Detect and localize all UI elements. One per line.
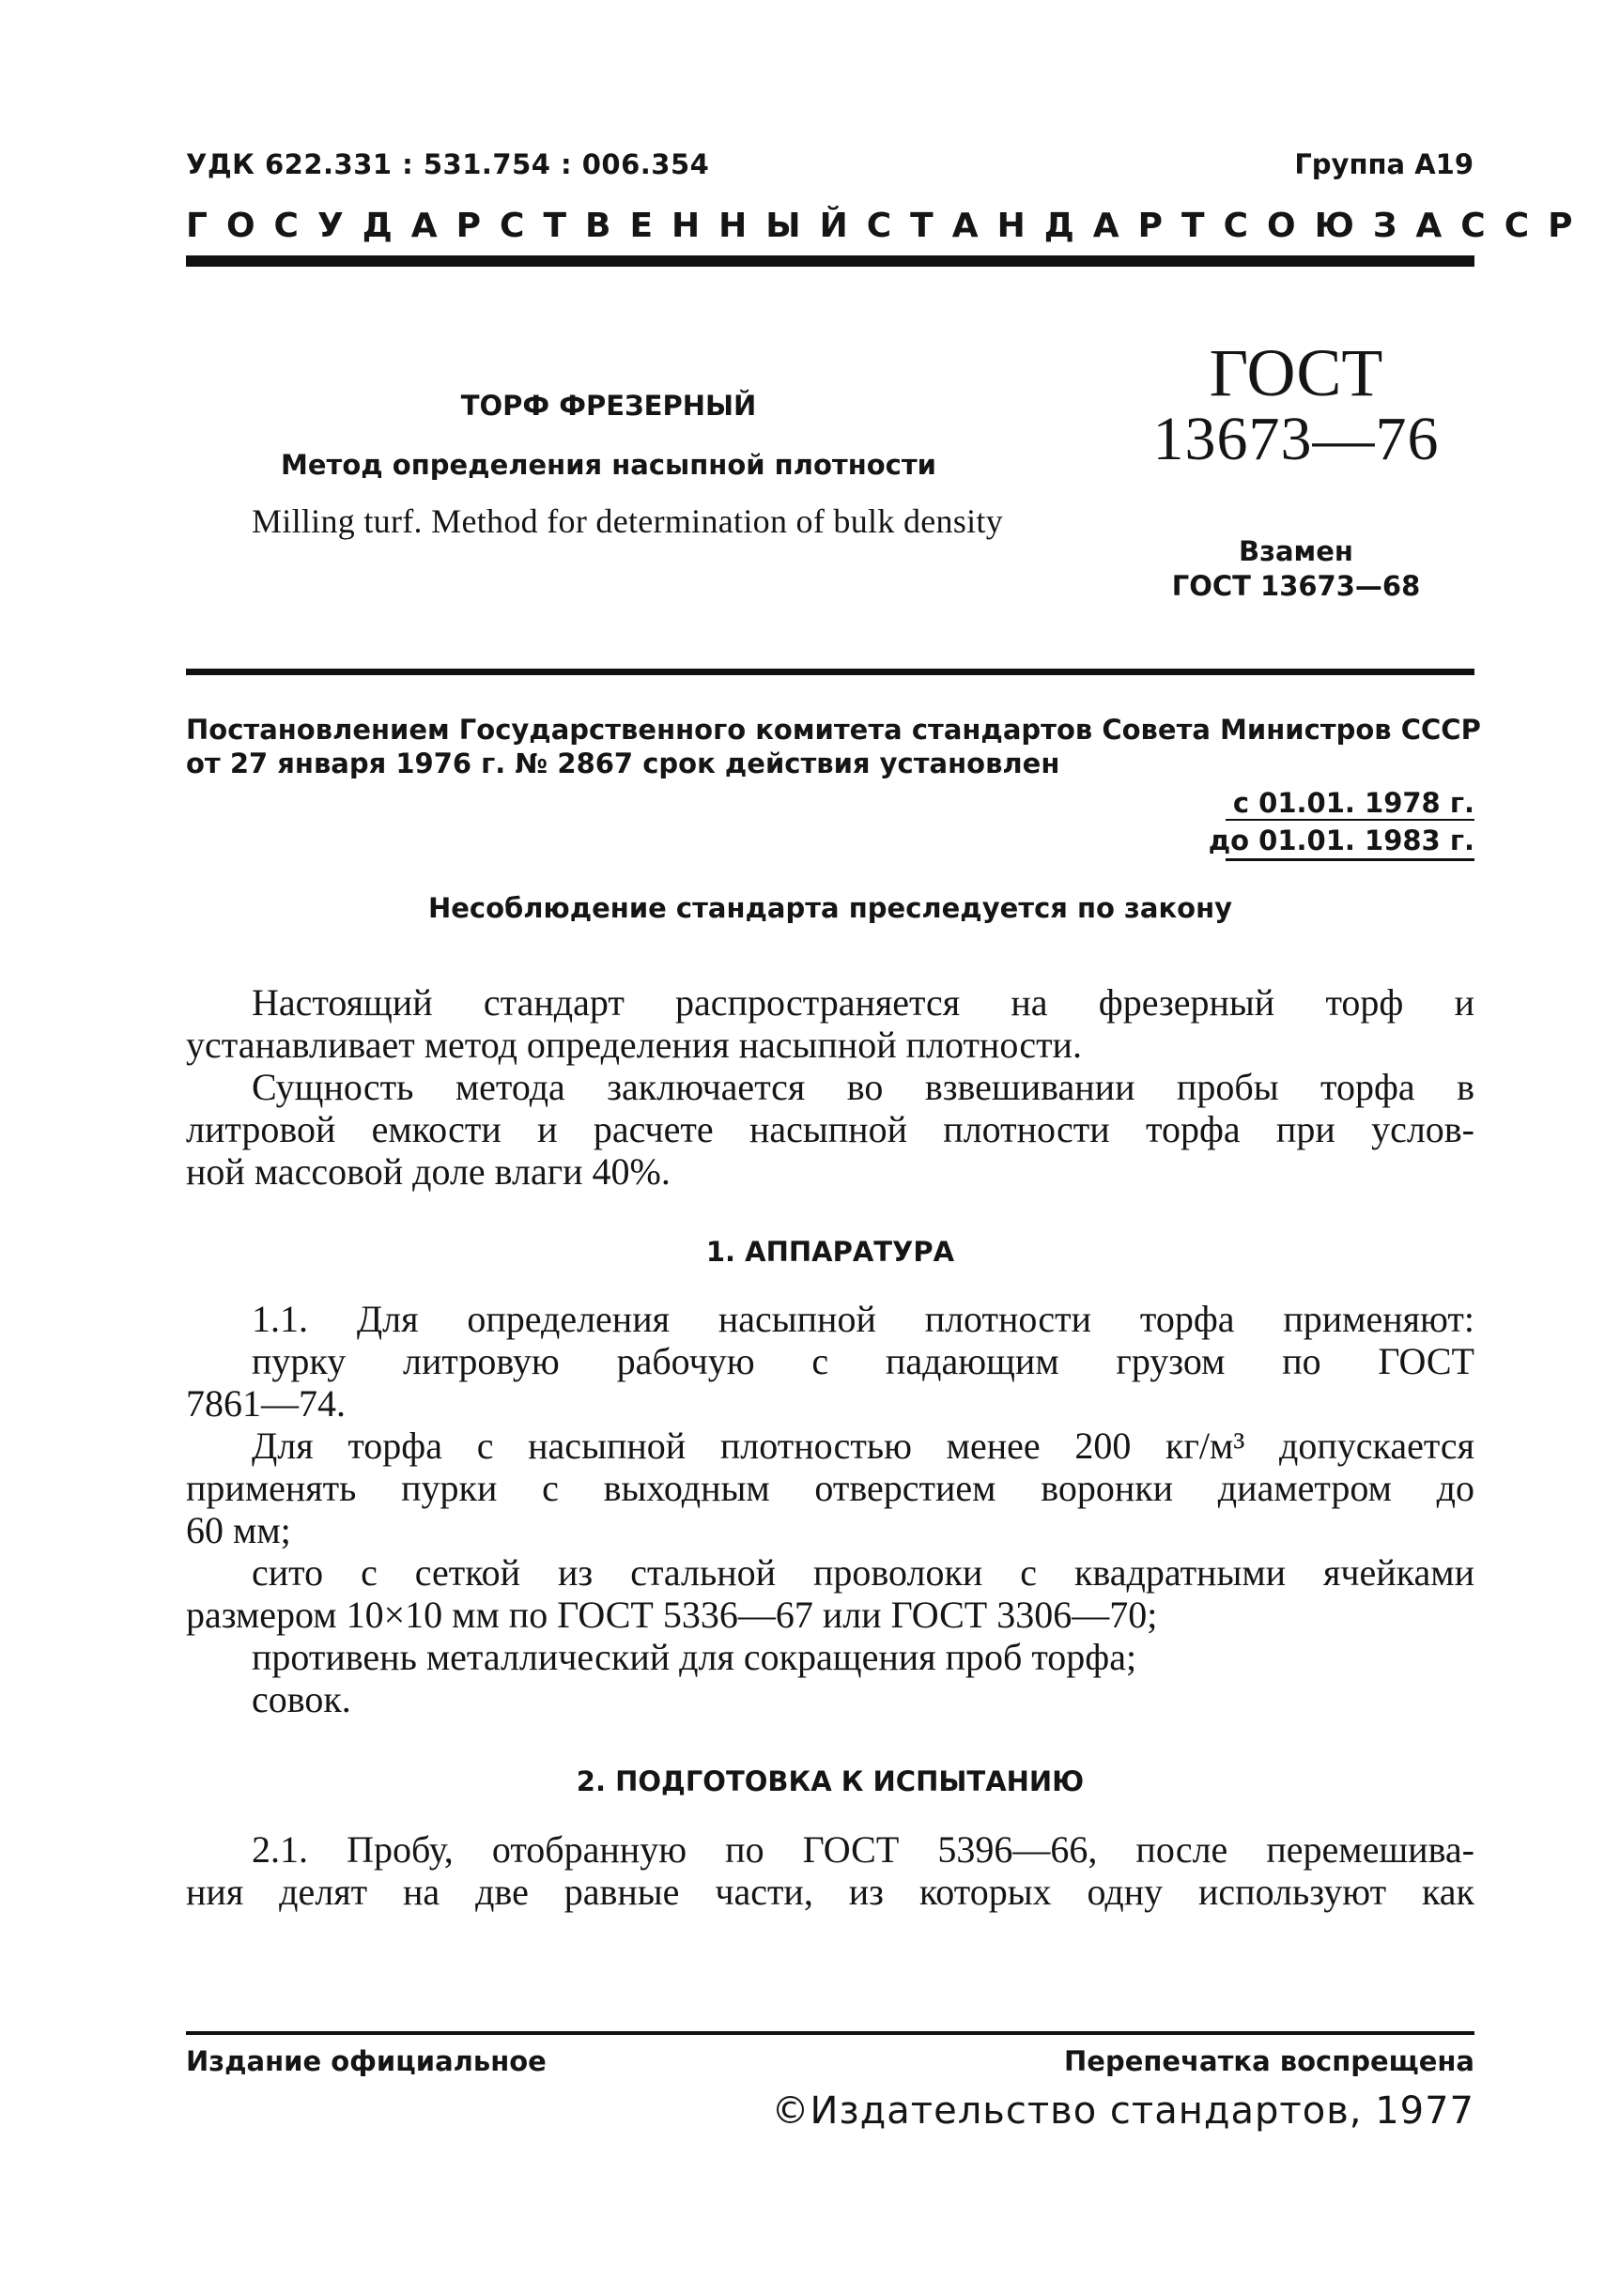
banner-word: ГОСУДАРСТВЕННЫЙ <box>186 207 867 245</box>
state-standard-banner <box>186 207 1592 245</box>
legal-notice: Несоблюдение стандарта преследуется по закону <box>427 892 1233 924</box>
body-line: применять пурки с выходным отверстием воронки диаметром до <box>186 1467 1474 1509</box>
body-line: Настоящий стандарт распространяется на фрезерный торф и <box>252 981 1474 1024</box>
body-line: совок. <box>252 1678 351 1720</box>
body-line: ной массовой доле влаги 40%. <box>186 1150 671 1193</box>
validity-to: до 01.01. 1983 г. <box>1208 824 1474 856</box>
body-line: 60 мм; <box>186 1509 291 1551</box>
banner-word: СОЮЗА <box>1223 207 1461 245</box>
date-underline <box>1226 819 1474 821</box>
middle-rule <box>186 669 1474 675</box>
publisher-copyright: ©Издательство стандартов, 1977 <box>771 2089 1474 2133</box>
body-line: Сущность метода заключается во взвешивании пробы торфа в <box>252 1066 1474 1108</box>
bottom-rule <box>186 2031 1474 2035</box>
replaces-label: Взамен <box>1239 535 1353 567</box>
body-line: литровой емкости и расчете насыпной плотности торфа при услов- <box>186 1108 1474 1150</box>
body-line: 1.1. Для определения насыпной плотности торфа применяют: <box>252 1298 1474 1340</box>
body-line: пурку литровую рабочую с падающим грузом по ГОСТ <box>252 1340 1474 1382</box>
body-line: размером 10×10 мм по ГОСТ 5336—67 или ГОСТ 3306—70; <box>186 1594 1158 1636</box>
section-heading: 1. АППАРАТУРА <box>705 1236 955 1268</box>
gost-number: 13673—76 <box>1152 405 1440 473</box>
group-code: Группа А19 <box>1294 148 1474 180</box>
body-line: устанавливает метод определения насыпной плотности. <box>186 1024 1082 1066</box>
body-line: ния делят на две равные части, из которых одну используют как <box>186 1871 1474 1913</box>
body-line: 2.1. Пробу, отобранную по ГОСТ 5396—66, после перемешива- <box>252 1828 1474 1871</box>
body-line: противень металлический для сокращения проб торфа; <box>252 1636 1137 1678</box>
date-underline <box>1226 858 1474 861</box>
reprint-note: Перепечатка воспрещена <box>1064 2045 1474 2077</box>
top-rule <box>186 255 1474 267</box>
edition-note: Издание официальное <box>186 2045 547 2077</box>
body-line: 7861—74. <box>186 1382 346 1425</box>
body-line: сито с сеткой из стальной проволоки с квадратными ячейками <box>252 1551 1474 1594</box>
banner-word: ССР <box>1460 207 1592 245</box>
udk-code: УДК 622.331 : 531.754 : 006.354 <box>186 148 710 180</box>
gost-label: ГОСТ <box>1209 335 1383 410</box>
title-ru: ТОРФ ФРЕЗЕРНЫЙ <box>460 390 757 422</box>
subtitle-ru: Метод определения насыпной плотности <box>281 449 936 481</box>
replaces-value: ГОСТ 13673—68 <box>1171 570 1421 602</box>
banner-word: СТАНДАРТ <box>866 207 1224 245</box>
decree-line: от 27 января 1976 г. № 2867 срок действия установлен <box>186 747 1060 779</box>
body-line: Для торфа с насыпной плотностью менее 200 кг/м³ допускается <box>252 1425 1474 1467</box>
section-heading: 2. ПОДГОТОВКА К ИСПЫТАНИЮ <box>576 1765 1085 1797</box>
title-en: Milling turf. Method for determination of bulk density <box>251 502 1004 540</box>
validity-from: с 01.01. 1978 г. <box>1232 787 1474 819</box>
decree-line: Постановлением Государственного комитета стандартов Совета Министров СССР <box>186 714 1481 746</box>
